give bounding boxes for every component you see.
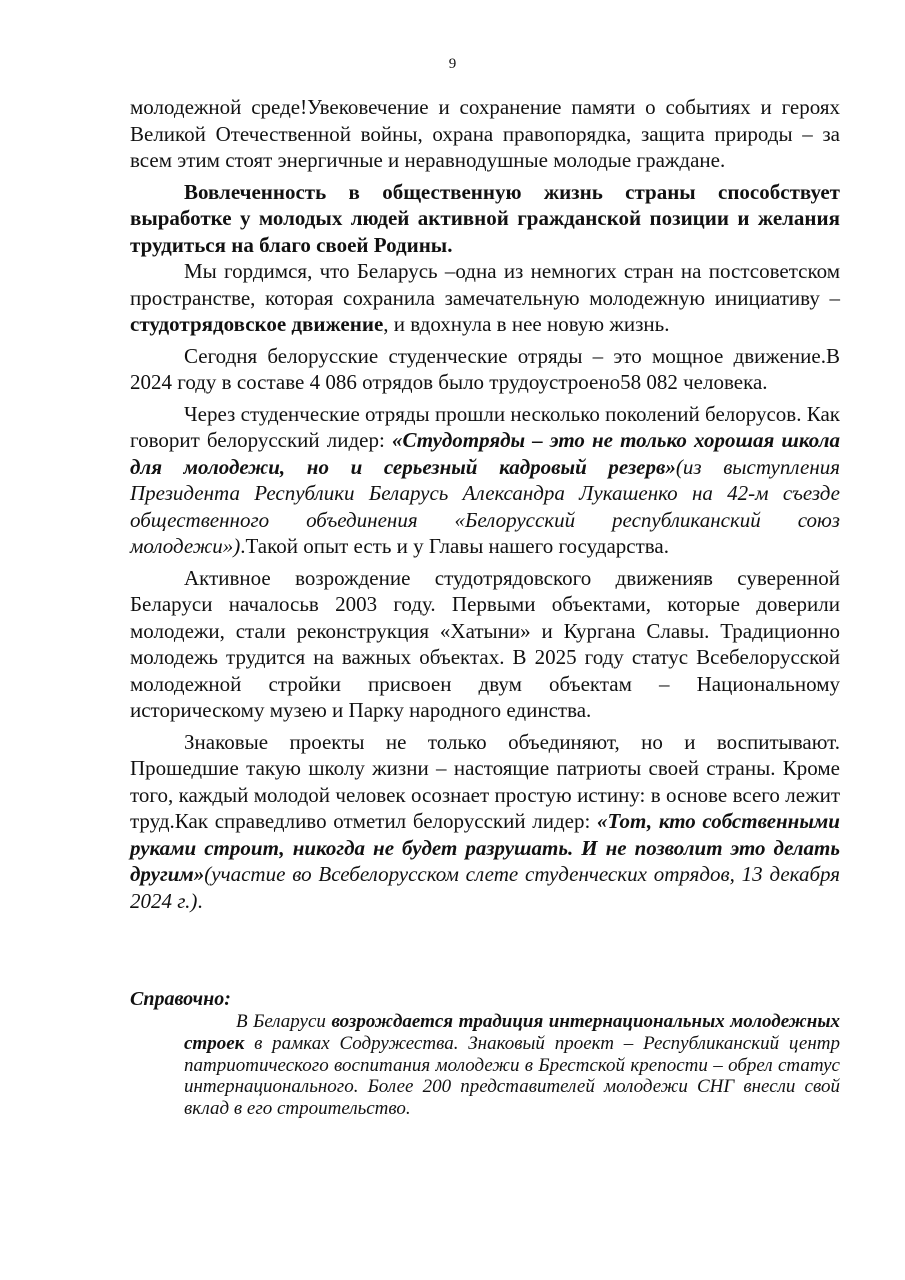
paragraph-text: Мы гордимся, что Беларусь –одна из немногих стран на постсоветском пространстве, которая сохранила замечательную молодежную инициативу – <box>130 259 840 310</box>
paragraph-2 <box>130 179 840 259</box>
paragraph-text: Знаковые проекты не только объединяют, но и воспитывают. Прошедшие такую школу жизни – настоящие патриоты своей страны. Кроме того, каждый молодой человек осознает простую истину: в основе всего лежит труд.Как справедливо отметил белорусский лидер: <box>130 729 840 833</box>
leader-quote: «Тот, кто собственными руками строит, никогда не будет разрушать. И не позволит это делать другим» <box>130 809 840 886</box>
paragraph-1 <box>130 94 840 174</box>
reference-bold-text: возрождается традиция интернациональных молодежных строек <box>184 1011 841 1054</box>
reference-heading: Справочно: <box>130 988 231 1010</box>
paragraph-6 <box>130 565 840 724</box>
paragraph-text: Сегодня белорусские студенческие отряды – это мощное движение.В 2024 году в составе 4 086 отрядов было трудоустроено58 082 человека. <box>130 343 840 394</box>
paragraph-7 <box>130 729 840 915</box>
bold-term: студотрядовское движение <box>130 312 384 336</box>
paragraph-text: Через студенческие отряды прошли несколько поколений белорусов. Как говорит белорусский лидер: <box>130 401 840 452</box>
paragraph-text: Активное возрождение студотрядовского движенияв суверенной Беларуси началосьв 2003 году. Первыми объектами, которые доверили молодежи, стали реконструкция «Хатыни» и Кургана Славы. Традиционно молодежь трудится на важных объектах. В 2025 году статус Всебелорусской молодежной стройки присвоен двум объектам – Национальному историческому музею и Парку народного единства. <box>130 565 840 722</box>
quote-source: (участие во Всебелорусском слете студенческих отрядов, 13 декабря 2024 г.) <box>130 862 840 913</box>
paragraph-5 <box>130 401 840 560</box>
paragraph-text: . <box>197 888 203 913</box>
paragraph-text: .Такой опыт есть и у Главы нашего государства. <box>240 534 669 558</box>
paragraph-3 <box>130 258 840 338</box>
paragraph-text: , и вдохнула в нее новую жизнь. <box>383 312 670 336</box>
reference-paragraph <box>184 1011 840 1120</box>
paragraph-4 <box>130 343 840 396</box>
paragraph-text: молодежной среде!Увековечение и сохранение памяти о событиях и героях Великой Отечественной войны, охрана правопорядка, защита природы – за всем этим стоят энергичные и неравнодушные молодые граждане. <box>130 95 840 172</box>
emphasis-statement: Вовлеченность в общественную жизнь страны способствует выработке у молодых людей активной гражданской позиции и желания трудиться на благо своей Родины. <box>130 179 840 257</box>
reference-text: в рамках Содружества. Знаковый проект – Республиканский центр патриотического воспитания молодежи в Брестской крепости – обрел статус интернационального. Более 200 представителей молодежи СНГ внесли свой вклад в его строительство. <box>184 1032 840 1120</box>
reference-block <box>184 1011 840 1120</box>
quote-source: (из выступления Президента Республики Беларусь Александра Лукашенко на 42-м съезде общественного объединения «Белорусский республиканский союз молодежи») <box>130 454 840 558</box>
reference-text: В Беларуси <box>236 1011 332 1032</box>
president-quote: «Студотряды – это не только хорошая школа для молодежи, но и серьезный кадровый резерв» <box>130 428 840 479</box>
body-text <box>130 94 840 914</box>
page-number: 9 <box>448 56 457 72</box>
